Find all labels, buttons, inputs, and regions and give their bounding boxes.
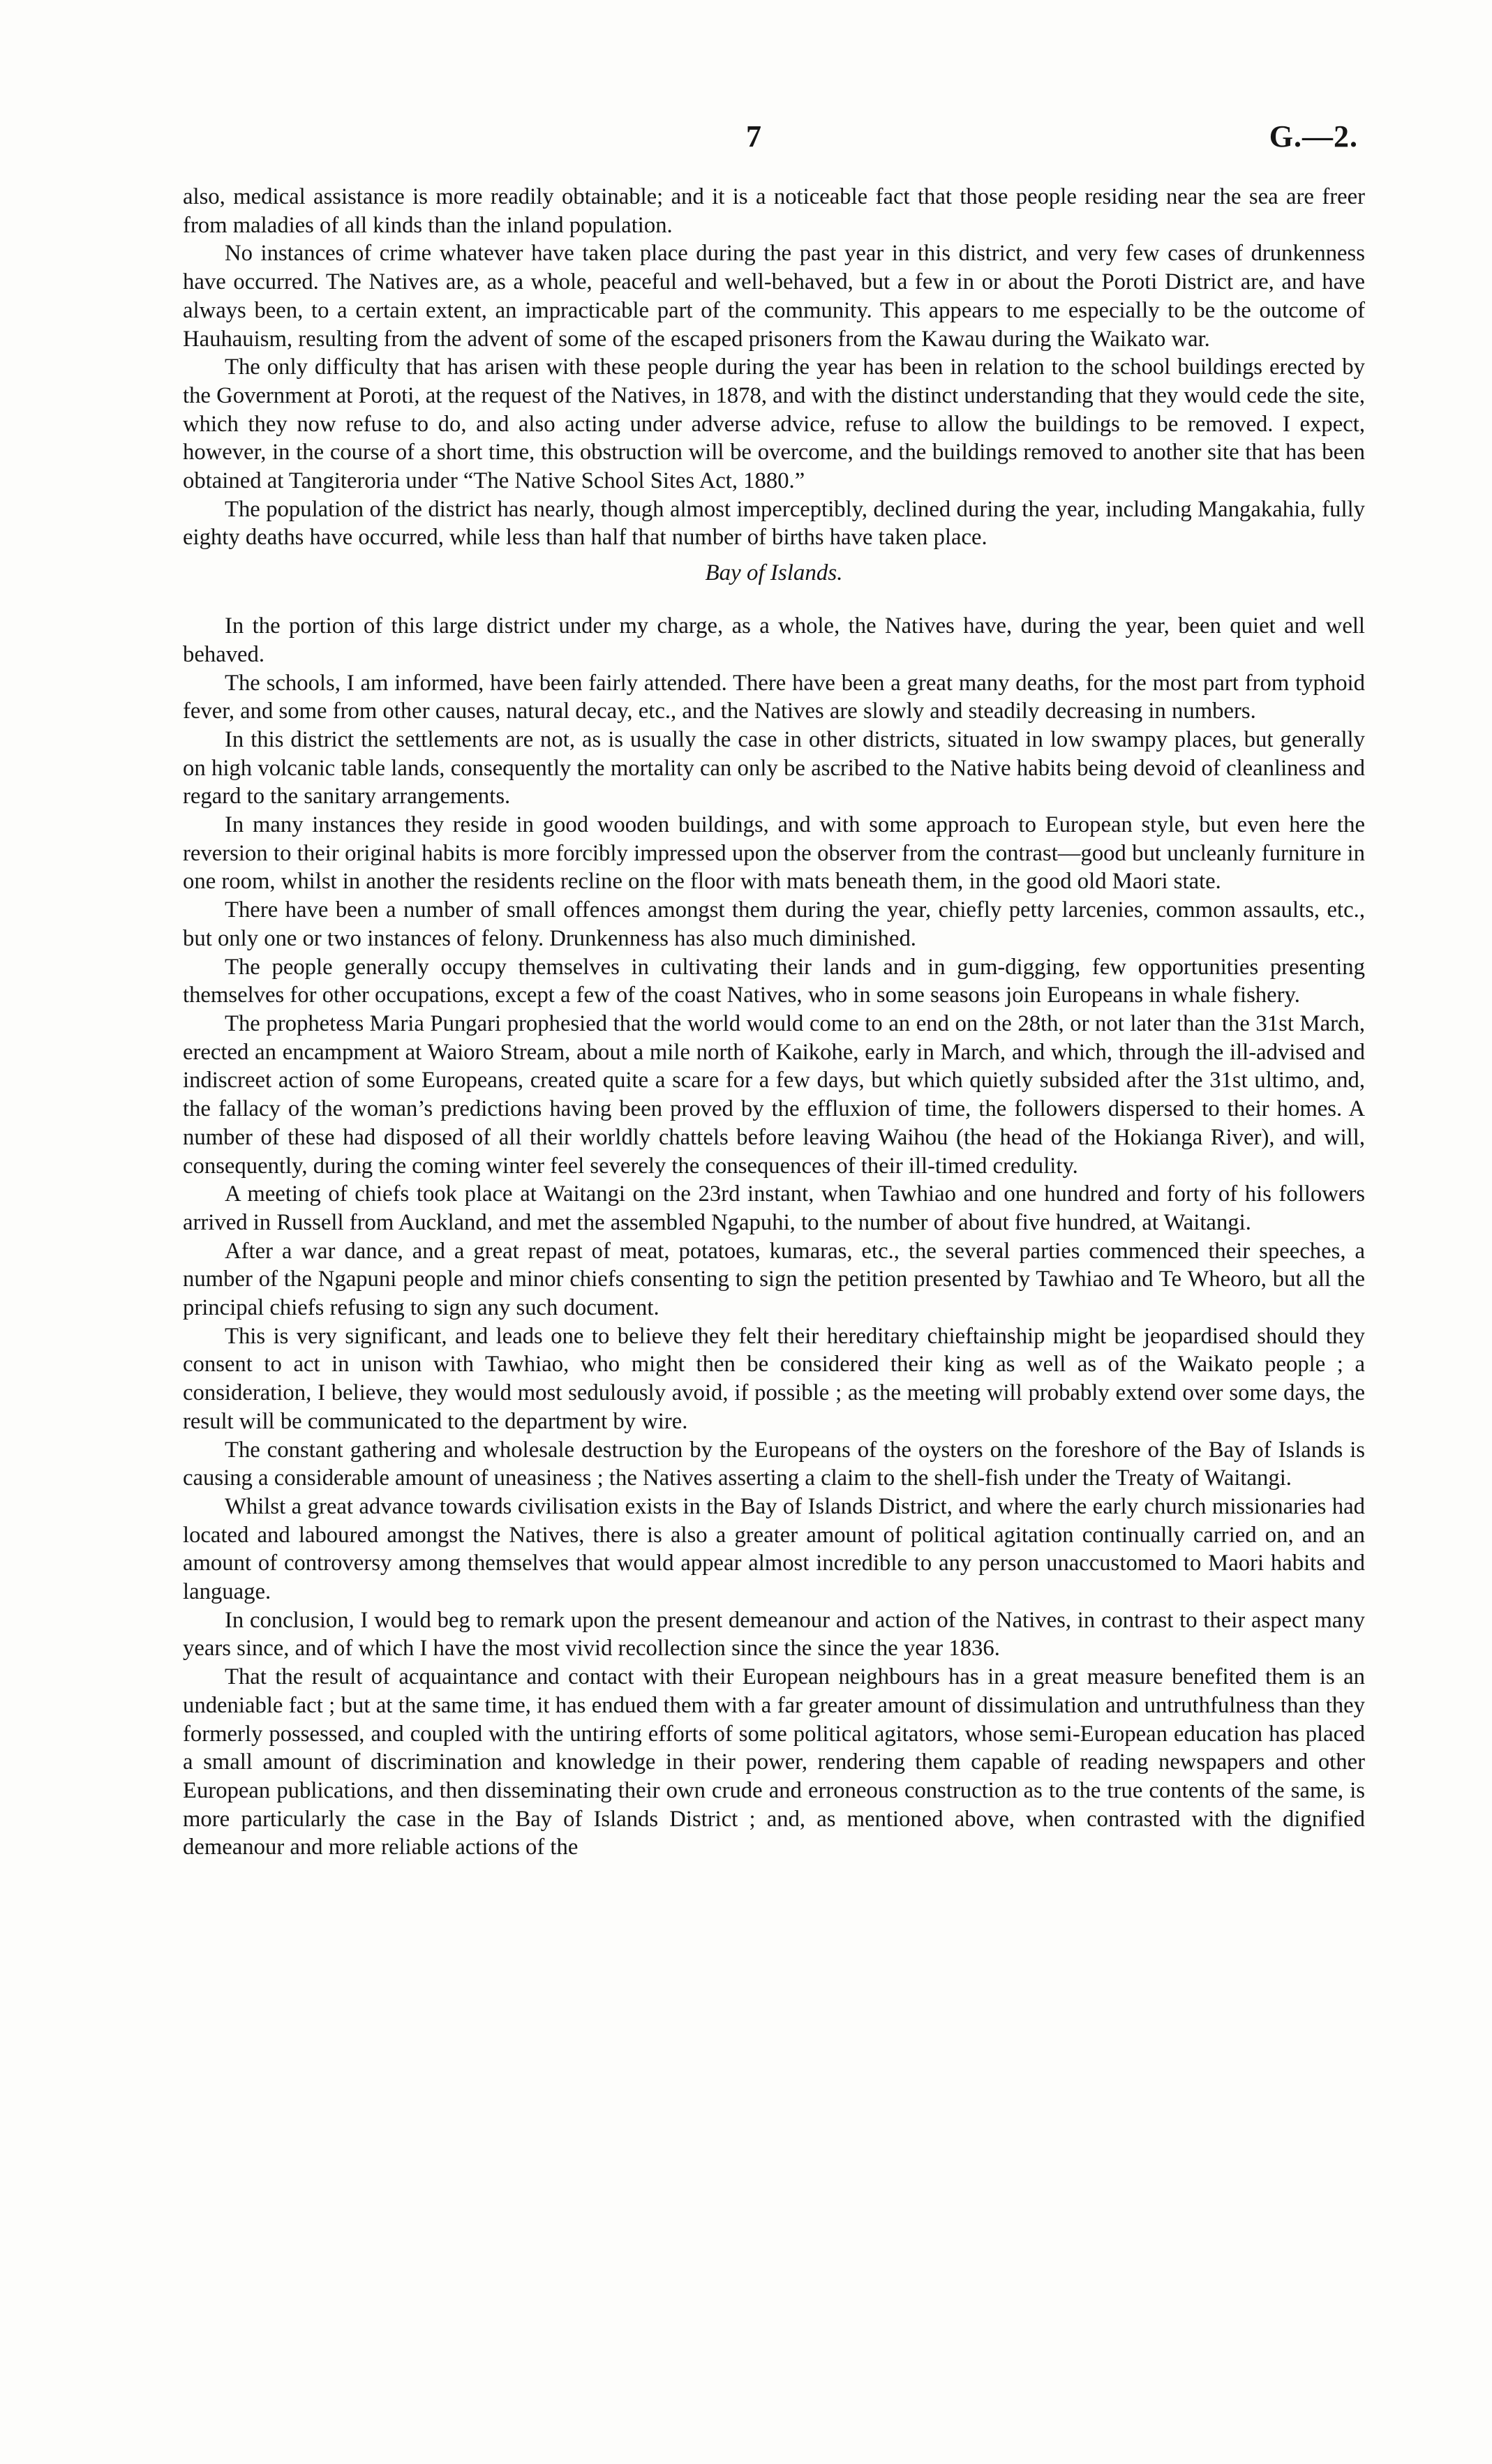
paragraph: The only difficulty that has arisen with these people during the year has been in relation to the school buildings erected by the Government at Poroti, at the request of the Natives, in 1878, and with the distinct understanding that they would cede the site, which they now refuse to do, and also acting under adverse advice, refuse to allow the buildings to be removed. I expect, however, in the course of a short time, this obstruction will be overcome, and the buildings removed to another site that has been obtained at Tangiteroria under “The Native School Sites Act, 1880.” <box>183 354 1365 494</box>
paragraph: The prophetess Maria Pungari prophesied that the world would come to an end on the 28th, or not later than the 31st March, erected an encampment at Waioro Stream, about a mile north of Kaikohe, early in March, and which, through the ill-advised and indiscreet action of some Europeans, created quite a scare for a few days, but which quietly subsided after the 31st ultimo, and, the fallacy of the woman’s predictions having been proved by the effluxion of time, the followers dispersed to their homes. A number of these had disposed of all their worldly chattels before leaving Waihou (the head of the Hokianga River), and will, consequently, during the coming winter feel severely the consequences of their ill-timed credulity. <box>183 1010 1365 1179</box>
paragraph: In conclusion, I would beg to remark upon the present demeanour and action of the Natives, in contrast to their aspect many years since, and of which I have the most vivid recollection since the since the year 1836. <box>183 1607 1365 1662</box>
document-reference: G.—2. <box>1269 119 1358 154</box>
body-text <box>183 183 1365 1862</box>
paragraph: In this district the settlements are not, as is usually the case in other districts, situated in low swampy places, but generally on high volcanic table lands, consequently the mortality can only be ascribed to the Native habits being devoid of cleanliness and regard to the sanitary arrangements. <box>183 726 1365 809</box>
paragraph: In the portion of this large district under my charge, as a whole, the Natives have, during the year, been quiet and well behaved. <box>183 613 1365 667</box>
paragraph: The people generally occupy themselves in cultivating their lands and in gum-digging, few opportunities presenting themselves for other occupations, except a few of the coast Natives, who in some seasons join Europeans in whale fishery. <box>183 954 1365 1008</box>
paragraph: In many instances they reside in good wooden buildings, and with some approach to European style, but even here the reversion to their original habits is more forcibly impressed upon the observer from the contrast—good but uncleanly furniture in one room, whilst in another the residents recline on the floor with mats beneath them, in the good old Maori state. <box>183 812 1365 895</box>
paragraph: There have been a number of small offences amongst them during the year, chiefly petty larcenies, common assaults, etc., but only one or two instances of felony. Drunkenness has also much diminished. <box>183 897 1365 951</box>
paragraph: The constant gathering and wholesale destruction by the Europeans of the oysters on the foreshore of the Bay of Islands is causing a considerable amount of uneasiness ; the Natives asserting a claim to the shell-fish under the Treaty of Waitangi. <box>183 1437 1365 1491</box>
paragraph: The schools, I am informed, have been fairly attended. There have been a great many deaths, for the most part from typhoid fever, and some from other causes, natural decay, etc., and the Natives are slowly and steadily decreasing in numbers. <box>183 670 1365 724</box>
paragraph: Whilst a great advance towards civilisation exists in the Bay of Islands District, and where the early church missionaries had located and laboured amongst the Natives, there is also a greater amount of political agitation continually carried on, and an amount of controversy among themselves that would appear almost incredible to any person unaccustomed to Maori habits and language. <box>183 1493 1365 1605</box>
section-heading: Bay of Islands. <box>705 560 843 586</box>
paragraph: The population of the district has nearly, though almost imperceptibly, declined during the year, including Mangakahia, fully eighty deaths have occurred, while less than half that number of births have taken place. <box>183 496 1365 551</box>
paragraph: also, medical assistance is more readily obtainable; and it is a noticeable fact that those people residing near the sea are freer from maladies of all kinds than the inland population. <box>183 184 1365 238</box>
page-number: 7 <box>746 119 761 154</box>
paragraph: No instances of crime whatever have taken place during the past year in this district, and very few cases of drunkenness have occurred. The Natives are, as a whole, peaceful and well-behaved, but a few in or about the Poroti District are, and have always been, to a certain extent, an impracticable part of the community. This appears to me especially to be the outcome of Hauhauism, resulting from the advent of some of the escaped prisoners from the Kawau during the Waikato war. <box>183 241 1365 352</box>
paragraph: That the result of acquaintance and contact with their European neighbours has in a great measure benefited them is an undeniable fact ; but at the same time, it has endued them with a far greater amount of dissimulation and untruthfulness than they formerly possessed, and coupled with the untiring efforts of some political agitators, whose semi-European education has placed a small amount of discrimination and knowledge in their power, rendering them capable of reading newspapers and other European publications, and then disseminating their own crude and erroneous construction as to the true contents of the same, is more particularly the case in the Bay of Islands District ; and, as mentioned above, when contrasted with the dignified demeanour and more reliable actions of the <box>183 1664 1365 1860</box>
paragraph: A meeting of chiefs took place at Waitangi on the 23rd instant, when Tawhiao and one hundred and forty of his followers arrived in Russell from Auckland, and met the assembled Ngapuhi, to the number of about five hundred, at Waitangi. <box>183 1181 1365 1235</box>
paragraph: This is very significant, and leads one to believe they felt their hereditary chieftainship might be jeopardised should they consent to act in unison with Tawhiao, who might then be considered their king as well as of the Waikato people ; a consideration, I believe, they would most sedulously avoid, if possible ; as the meeting will probably extend over some days, the result will be communicated to the department by wire. <box>183 1323 1365 1434</box>
paragraph: After a war dance, and a great repast of meat, potatoes, kumaras, etc., the several parties commenced their speeches, a number of the Ngapuni people and minor chiefs consenting to sign the petition presented by Tawhiao and Te Wheoro, but all the principal chiefs refusing to sign any such document. <box>183 1238 1365 1321</box>
